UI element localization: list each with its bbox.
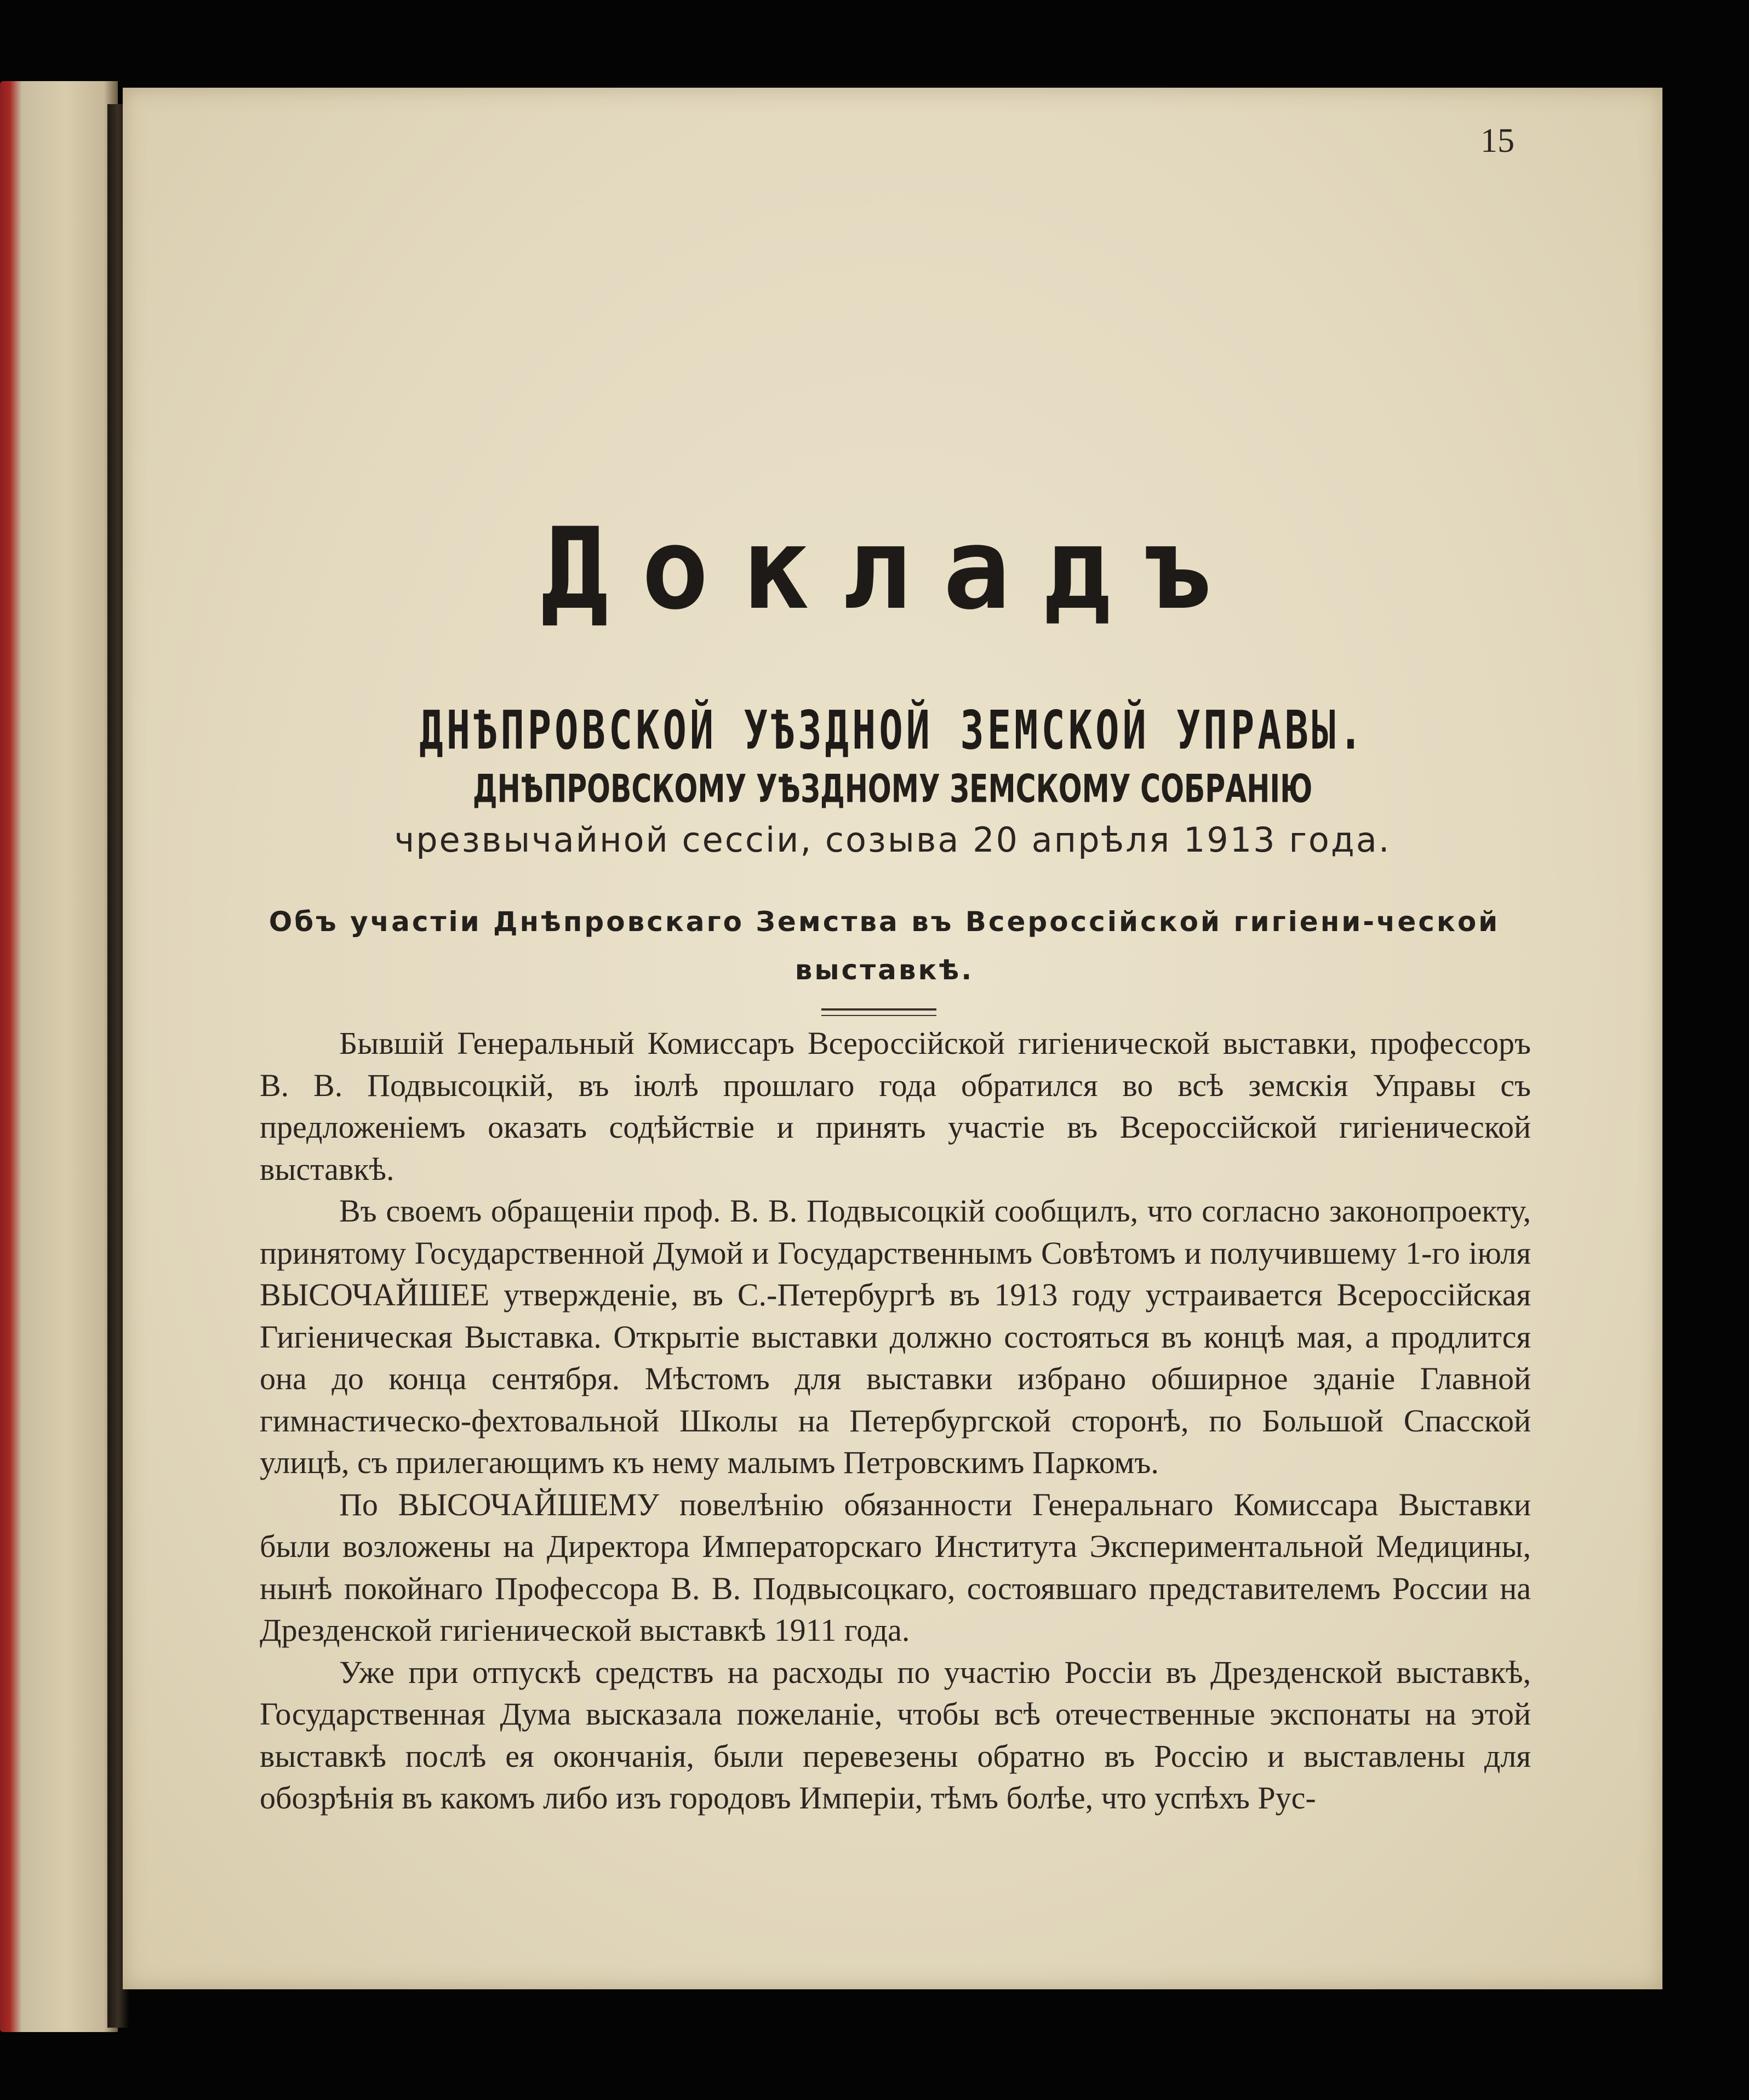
report-topic: Объ участіи Днѣпровскаго Земства въ Всероссійской гигіени-ческой выставкѣ. (268, 906, 1500, 986)
page-number: 15 (1481, 122, 1514, 159)
book-page (123, 88, 1662, 1989)
issuer-heading: ДНѢПРОВСКОЙ УѢЗДНОЙ ЗЕМСКОЙ УПРАВЫ. (419, 699, 1366, 761)
session-heading: чрезвычайной сессіи, созыва 20 апрѣля 1913 года. (394, 820, 1391, 860)
body-text (260, 1023, 1531, 1819)
document-title: Докладъ (541, 504, 1244, 635)
paragraph: Въ своемъ обращеніи проф. В. В. Подвысоцкій сообщилъ, что согласно законопроекту, принятому Государственной Думой и Государственнымъ Совѣтомъ и получившему 1-го іюля ВЫСОЧАЙШЕЕ утвержденіе, въ С.-Петербургѣ въ 1913 году устраивается Всероссійская Гигіеническая Выставка. Открытіе выставки должно состояться въ концѣ мая, а продлится она до конца сентября. Мѣстомъ для выставки избрано обширное зданіе Главной гимнастическо-фехтовальной Школы на Петербургской сторонѣ, по Большой Спасской улицѣ, съ прилегающимъ къ нему малымъ Петровскимъ Паркомъ. (260, 1193, 1531, 1480)
divider-rule (821, 1008, 936, 1011)
paragraph: По ВЫСОЧАЙШЕМУ повелѣнію обязанности Генеральнаго Комиссара Выставки были возложены на Директора Императорскаго Института Экспериментальной Медицины, нынѣ покойнаго Профессора В. В. Подвысоцкаго, состоявшаго представителемъ России на Дрезденской гигіенической выставкѣ 1911 года. (260, 1486, 1531, 1648)
left-page-edge (0, 81, 118, 2032)
divider-rule-thin (821, 1015, 936, 1016)
addressee-heading: ДНѢПРОВСКОМУ УѢЗДНОМУ ЗЕМСКОМУ СОБРАНІЮ (472, 767, 1313, 812)
paragraph: Уже при отпускѣ средствъ на расходы по участію Россіи въ Дрезденской выставкѣ, Государственная Дума высказала пожеланіе, чтобы всѣ отечественные экспонаты на этой выставкѣ послѣ ея окончанія, были перевезены обратно въ Россію и выставлены для обозрѣнія въ какомъ либо изъ городовъ Имперіи, тѣмъ болѣе, что успѣхъ Рус- (260, 1654, 1531, 1816)
paragraph: Бывшій Генеральный Комиссаръ Всероссійской гигіенической выставки, профессоръ В. В. Подвысоцкій, въ іюлѣ прошлаго года обратился во всѣ земскія Управы съ предложеніемъ оказать содѣйствіе и принять участіе въ Всероссійской гигіенической выставкѣ. (260, 1025, 1531, 1187)
